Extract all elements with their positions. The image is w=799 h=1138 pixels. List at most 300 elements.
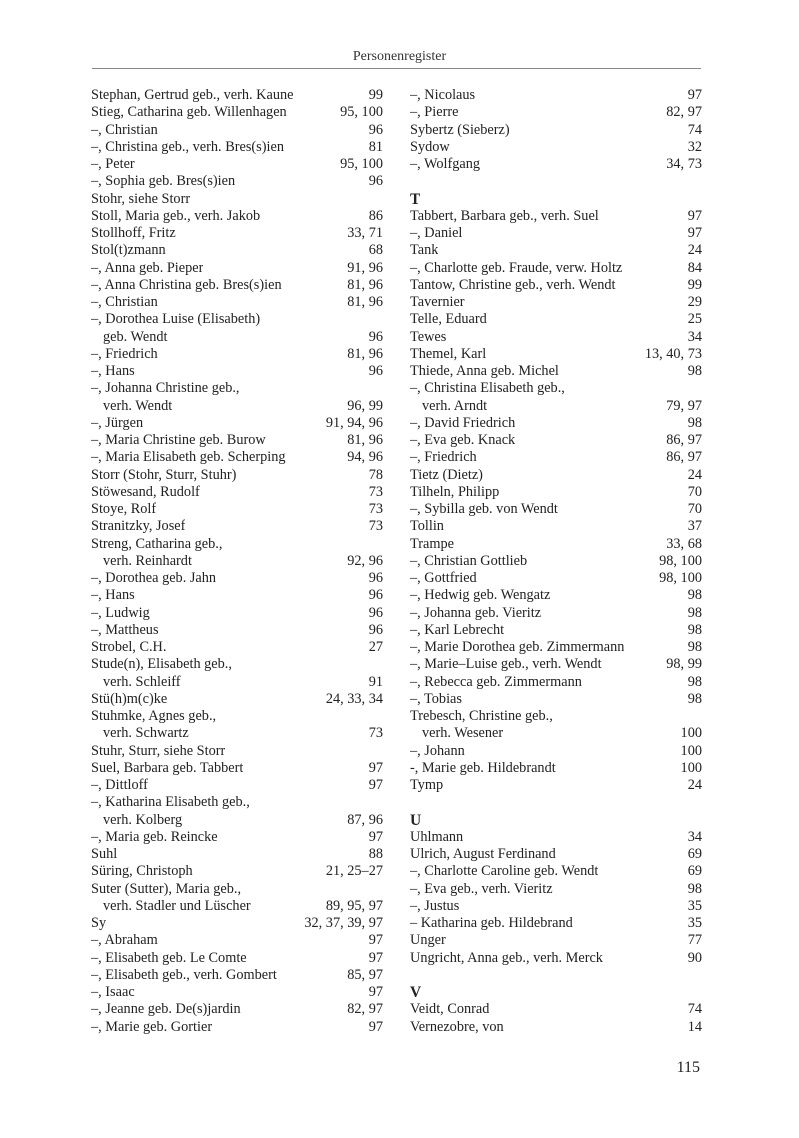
entry-pages: 91 bbox=[368, 673, 383, 690]
index-entry bbox=[91, 708, 383, 725]
entry-name: Suter (Sutter), Maria geb., bbox=[91, 880, 242, 897]
entry-pages: 100 bbox=[680, 742, 702, 759]
entry-pages: 32, 37, 39, 97 bbox=[304, 915, 383, 931]
entry-pages: 96 bbox=[368, 570, 383, 586]
entry-pages: 24 bbox=[687, 242, 702, 259]
index-entry bbox=[410, 674, 702, 691]
entry-name: –, Sybilla geb. von Wendt bbox=[410, 501, 558, 517]
entry-pages: 91, 94, 96 bbox=[325, 414, 383, 431]
entry-pages: 34 bbox=[687, 828, 702, 845]
entry-name: Veidt, Conrad bbox=[410, 1001, 490, 1018]
entry-name: – Katharina geb. Hildebrand bbox=[410, 915, 573, 931]
entry-pages bbox=[379, 708, 383, 725]
entry-pages: 90 bbox=[687, 949, 702, 966]
entry-pages: 78 bbox=[368, 466, 383, 483]
entry-name: Ungricht, Anna geb., verh. Merck bbox=[410, 949, 603, 966]
entry-pages: 97 bbox=[687, 225, 702, 241]
section-letter: V bbox=[410, 984, 422, 1001]
index-entry bbox=[410, 881, 702, 898]
index-entry bbox=[91, 812, 383, 829]
entry-name: –, Johanna Christine geb., bbox=[91, 380, 240, 397]
entry-pages: 21, 25–27 bbox=[325, 863, 383, 880]
index-entry bbox=[410, 329, 702, 346]
index-entry bbox=[410, 605, 702, 622]
entry-name: -, Marie geb. Hildebrandt bbox=[410, 759, 556, 776]
entry-pages: 74 bbox=[687, 121, 702, 138]
header-rule bbox=[92, 68, 701, 69]
entry-name: Stieg, Catharina geb. Willenhagen bbox=[91, 104, 287, 121]
entry-pages: 98 bbox=[687, 414, 702, 431]
entry-pages: 33, 71 bbox=[347, 225, 383, 241]
index-entry bbox=[410, 311, 702, 328]
entry-pages: 98, 100 bbox=[659, 552, 702, 569]
entry-name: Tank bbox=[410, 242, 439, 259]
entry-pages: 88 bbox=[368, 846, 383, 862]
entry-pages: 87, 96 bbox=[347, 811, 383, 828]
entry-name: –, Daniel bbox=[410, 225, 463, 241]
entry-pages: 74 bbox=[687, 1001, 702, 1018]
entry-pages: 81 bbox=[368, 138, 383, 155]
entry-pages: 13, 40, 73 bbox=[644, 345, 702, 362]
entry-pages: 24, 33, 34 bbox=[325, 690, 383, 707]
entry-pages: 35 bbox=[687, 897, 702, 914]
entry-pages: 81, 96 bbox=[347, 345, 383, 362]
entry-name: –, Rebecca geb. Zimmermann bbox=[410, 673, 582, 690]
index-entry bbox=[91, 743, 383, 760]
entry-name: –, Johanna geb. Vieritz bbox=[410, 604, 542, 621]
index-entry bbox=[410, 587, 702, 604]
entry-name: –, Christina geb., verh. Bres(s)ien bbox=[91, 138, 284, 155]
index-entry bbox=[91, 725, 383, 742]
index-entry bbox=[91, 794, 383, 811]
entry-pages: 70 bbox=[687, 501, 702, 517]
entry-pages: 37 bbox=[687, 518, 702, 535]
index-entry bbox=[410, 898, 702, 915]
index-entry bbox=[410, 915, 702, 932]
entry-pages: 86 bbox=[368, 207, 383, 224]
index-entry bbox=[410, 380, 702, 397]
index-entry bbox=[91, 294, 383, 311]
index-entry bbox=[91, 656, 383, 673]
entry-name: –, Maria Elisabeth geb. Scherping bbox=[91, 449, 286, 466]
entry-name: –, Dittloff bbox=[91, 777, 148, 793]
entry-name: –, Pierre bbox=[410, 104, 459, 121]
entry-pages: 81, 96 bbox=[347, 432, 383, 448]
entry-name: Vernezobre, von bbox=[410, 1018, 504, 1035]
entry-name: –, Nicolaus bbox=[410, 87, 476, 103]
entry-pages: 97 bbox=[368, 932, 383, 949]
index-entry bbox=[91, 674, 383, 691]
entry-name: –, Karl Lebrecht bbox=[410, 621, 505, 638]
index-entry bbox=[410, 467, 702, 484]
entry-pages bbox=[379, 311, 383, 328]
entry-pages: 98 bbox=[687, 587, 702, 604]
index-entry bbox=[410, 415, 702, 432]
section-letter-heading bbox=[410, 812, 702, 829]
index-entry bbox=[91, 277, 383, 294]
entry-pages: 32 bbox=[687, 138, 702, 155]
entry-name: –, Elisabeth geb., verh. Gombert bbox=[91, 966, 277, 983]
index-entry bbox=[91, 967, 383, 984]
entry-name: –, Johann bbox=[410, 742, 465, 759]
entry-pages: 24 bbox=[687, 466, 702, 483]
entry-name: –, Jeanne geb. De(s)jardin bbox=[91, 1001, 241, 1018]
entry-pages: 69 bbox=[687, 863, 702, 880]
entry-pages: 96 bbox=[368, 173, 383, 190]
entry-name: –, Friedrich bbox=[410, 449, 477, 466]
entry-name: –, Hedwig geb. Wengatz bbox=[410, 587, 551, 604]
index-entry bbox=[410, 449, 702, 466]
entry-pages: 96 bbox=[368, 363, 383, 379]
index-entry bbox=[410, 346, 702, 363]
entry-pages: 84 bbox=[687, 259, 702, 276]
entry-name: Tantow, Christine geb., verh. Wendt bbox=[410, 276, 616, 293]
entry-pages: 35 bbox=[687, 915, 702, 931]
index-entry bbox=[91, 225, 383, 242]
index-entry bbox=[91, 260, 383, 277]
entry-name: Strobel, C.H. bbox=[91, 639, 167, 655]
entry-pages: 97 bbox=[687, 87, 702, 103]
entry-name: Unger bbox=[410, 932, 446, 949]
entry-pages: 100 bbox=[680, 725, 702, 742]
entry-name: verh. Wendt bbox=[103, 397, 173, 414]
index-entry bbox=[410, 501, 702, 518]
entry-name: Tollin bbox=[410, 518, 444, 535]
index-entry bbox=[410, 242, 702, 259]
index-entry bbox=[410, 122, 702, 139]
entry-name: –, Elisabeth geb. Le Comte bbox=[91, 949, 247, 966]
entry-pages: 86, 97 bbox=[666, 449, 702, 466]
index-entry bbox=[91, 829, 383, 846]
entry-name: Telle, Eduard bbox=[410, 311, 487, 328]
index-entry bbox=[91, 915, 383, 932]
entry-pages: 98 bbox=[687, 690, 702, 707]
entry-name: Tilheln, Philipp bbox=[410, 483, 500, 500]
entry-pages: 89, 95, 97 bbox=[325, 897, 383, 914]
section-spacer bbox=[410, 967, 702, 984]
index-entry bbox=[410, 1001, 702, 1018]
entry-name: –, Christian bbox=[91, 294, 158, 310]
index-entry bbox=[410, 863, 702, 880]
index-entry bbox=[91, 173, 383, 190]
entry-pages bbox=[379, 536, 383, 553]
entry-name: –, Hans bbox=[91, 587, 135, 604]
section-letter: T bbox=[410, 190, 421, 208]
index-entry bbox=[91, 191, 383, 208]
index-entry bbox=[91, 881, 383, 898]
entry-name: –, Anna geb. Pieper bbox=[91, 259, 204, 276]
entry-pages: 95, 100 bbox=[340, 104, 383, 121]
entry-name: Ulrich, August Ferdinand bbox=[410, 846, 556, 862]
entry-name: Tietz (Dietz) bbox=[410, 466, 483, 483]
index-entry bbox=[91, 208, 383, 225]
entry-pages: 69 bbox=[687, 846, 702, 862]
entry-pages bbox=[379, 656, 383, 673]
entry-name: verh. Reinhardt bbox=[103, 552, 192, 569]
entry-name: –, Mattheus bbox=[91, 621, 159, 638]
entry-name: Stuhmke, Agnes geb., bbox=[91, 708, 217, 724]
entry-name: –, Anna Christina geb. Bres(s)ien bbox=[91, 276, 282, 293]
entry-name: Süring, Christoph bbox=[91, 863, 193, 880]
index-column-left bbox=[91, 87, 383, 1036]
entry-pages: 99 bbox=[368, 87, 383, 103]
index-entry bbox=[410, 139, 702, 156]
index-entry bbox=[91, 536, 383, 553]
entry-name: Suhl bbox=[91, 846, 118, 862]
entry-name: –, David Friedrich bbox=[410, 414, 516, 431]
index-entry bbox=[91, 329, 383, 346]
entry-pages: 98, 100 bbox=[659, 570, 702, 586]
index-entry bbox=[91, 639, 383, 656]
running-header: Personenregister bbox=[352, 49, 447, 64]
entry-name: Stephan, Gertrud geb., verh. Kaune bbox=[91, 87, 294, 103]
entry-name: Sybertz (Sieberz) bbox=[410, 121, 510, 138]
entry-name: verh. Schwartz bbox=[103, 725, 189, 742]
entry-name: –, Friedrich bbox=[91, 345, 158, 362]
index-entry bbox=[91, 104, 383, 121]
entry-pages bbox=[379, 191, 383, 208]
entry-pages: 82, 97 bbox=[666, 104, 702, 121]
entry-name: –, Christina Elisabeth geb., bbox=[410, 380, 565, 397]
index-entry bbox=[410, 432, 702, 449]
index-entry bbox=[410, 829, 702, 846]
index-column-right bbox=[410, 87, 702, 1036]
entry-name: Stoye, Rolf bbox=[91, 501, 157, 517]
entry-pages: 92, 96 bbox=[347, 552, 383, 569]
entry-pages bbox=[379, 881, 383, 898]
entry-pages: 96 bbox=[368, 587, 383, 604]
entry-name: –, Marie geb. Gortier bbox=[91, 1018, 213, 1035]
entry-pages bbox=[379, 743, 383, 760]
entry-name: verh. Arndt bbox=[422, 397, 488, 414]
entry-pages: 73 bbox=[368, 483, 383, 500]
index-entry bbox=[410, 570, 702, 587]
entry-name: Stohr, siehe Storr bbox=[91, 190, 191, 207]
entry-name: Sy bbox=[91, 915, 107, 931]
entry-name: –, Eva geb. Knack bbox=[410, 432, 516, 448]
index-entry bbox=[91, 380, 383, 397]
index-entry bbox=[410, 208, 702, 225]
entry-pages: 98 bbox=[687, 639, 702, 655]
entry-pages: 100 bbox=[680, 759, 702, 776]
entry-pages: 73 bbox=[368, 518, 383, 535]
index-entry bbox=[410, 225, 702, 242]
index-entry bbox=[410, 553, 702, 570]
entry-pages: 96 bbox=[368, 328, 383, 345]
entry-name: –, Marie Dorothea geb. Zimmermann bbox=[410, 639, 625, 655]
index-entry bbox=[410, 760, 702, 777]
entry-name: Stoll, Maria geb., verh. Jakob bbox=[91, 207, 261, 224]
section-letter-heading bbox=[410, 191, 702, 208]
index-entry bbox=[91, 622, 383, 639]
entry-name: verh. Kolberg bbox=[103, 811, 183, 828]
index-entry bbox=[91, 898, 383, 915]
entry-name: Stollhoff, Fritz bbox=[91, 225, 176, 241]
entry-pages bbox=[379, 794, 383, 811]
entry-pages: 99 bbox=[687, 276, 702, 293]
entry-pages: 70 bbox=[687, 483, 702, 500]
entry-name: geb. Wendt bbox=[103, 328, 168, 345]
index-entry bbox=[91, 432, 383, 449]
index-entry bbox=[410, 398, 702, 415]
entry-pages: 97 bbox=[368, 1018, 383, 1035]
section-letter-heading bbox=[410, 984, 702, 1001]
index-entry bbox=[410, 1019, 702, 1036]
index-entry bbox=[91, 122, 383, 139]
entry-name: –, Katharina Elisabeth geb., bbox=[91, 794, 250, 811]
index-entry bbox=[91, 87, 383, 104]
entry-name: Stude(n), Elisabeth geb., bbox=[91, 656, 232, 673]
entry-name: –, Eva geb., verh. Vieritz bbox=[410, 880, 553, 897]
section-spacer bbox=[410, 173, 702, 190]
entry-name: –, Christian Gottlieb bbox=[410, 552, 528, 569]
index-entry bbox=[410, 743, 702, 760]
entry-pages: 14 bbox=[687, 1018, 702, 1035]
index-entry bbox=[410, 260, 702, 277]
entry-pages: 98 bbox=[687, 604, 702, 621]
index-entry bbox=[91, 950, 383, 967]
entry-name: –, Tobias bbox=[410, 690, 462, 707]
entry-pages: 85, 97 bbox=[347, 966, 383, 983]
entry-name: Suel, Barbara geb. Tabbert bbox=[91, 759, 244, 776]
entry-pages: 94, 96 bbox=[347, 449, 383, 466]
entry-pages: 81, 96 bbox=[347, 276, 383, 293]
entry-name: Streng, Catharina geb., bbox=[91, 535, 223, 552]
entry-pages: 77 bbox=[687, 932, 702, 949]
entry-name: –, Abraham bbox=[91, 932, 158, 949]
index-entry bbox=[91, 398, 383, 415]
index-entry bbox=[91, 1001, 383, 1018]
entry-name: –, Maria Christine geb. Burow bbox=[91, 432, 266, 448]
entry-name: Uhlmann bbox=[410, 828, 464, 845]
index-entry bbox=[91, 156, 383, 173]
entry-pages: 25 bbox=[687, 311, 702, 328]
entry-pages: 98 bbox=[687, 673, 702, 690]
entry-pages: 34 bbox=[687, 328, 702, 345]
entry-name: –, Jürgen bbox=[91, 414, 144, 431]
entry-pages: 24 bbox=[687, 777, 702, 793]
entry-pages bbox=[698, 380, 702, 397]
section-letter: U bbox=[410, 811, 422, 829]
section-spacer bbox=[410, 794, 702, 811]
entry-pages: 29 bbox=[687, 294, 702, 310]
entry-pages: 96 bbox=[368, 604, 383, 621]
entry-pages: 96 bbox=[368, 121, 383, 138]
entry-pages: 73 bbox=[368, 501, 383, 517]
index-entry bbox=[91, 587, 383, 604]
entry-name: –, Charlotte Caroline geb. Wendt bbox=[410, 863, 599, 880]
index-entry bbox=[91, 139, 383, 156]
entry-pages: 68 bbox=[368, 242, 383, 259]
entry-name: –, Isaac bbox=[91, 984, 135, 1000]
entry-name: –, Charlotte geb. Fraude, verw. Holtz bbox=[410, 259, 623, 276]
entry-name: Tabbert, Barbara geb., verh. Suel bbox=[410, 207, 599, 224]
index-entry bbox=[91, 484, 383, 501]
entry-pages: 73 bbox=[368, 725, 383, 742]
entry-name: –, Dorothea geb. Jahn bbox=[91, 570, 217, 586]
entry-pages: 97 bbox=[368, 984, 383, 1000]
entry-name: Storr (Stohr, Sturr, Stuhr) bbox=[91, 466, 237, 483]
entry-name: verh. Wesener bbox=[422, 725, 504, 742]
page-number: 115 bbox=[676, 1059, 700, 1076]
entry-pages: 97 bbox=[368, 759, 383, 776]
entry-pages: 97 bbox=[368, 949, 383, 966]
entry-name: Stuhr, Sturr, siehe Storr bbox=[91, 742, 226, 759]
index-entry bbox=[410, 777, 702, 794]
entry-name: –, Christian bbox=[91, 121, 158, 138]
index-entry bbox=[410, 277, 702, 294]
entry-pages: 97 bbox=[687, 207, 702, 224]
index-entry bbox=[410, 950, 702, 967]
entry-pages: 34, 73 bbox=[666, 156, 702, 172]
index-entry bbox=[410, 846, 702, 863]
index-entry bbox=[410, 104, 702, 121]
index-entry bbox=[91, 863, 383, 880]
index-entry bbox=[410, 484, 702, 501]
entry-pages bbox=[379, 380, 383, 397]
entry-name: Stol(t)zmann bbox=[91, 242, 166, 259]
index-entry bbox=[410, 691, 702, 708]
entry-name: –, Marie–Luise geb., verh. Wendt bbox=[410, 656, 602, 673]
index-entry bbox=[91, 518, 383, 535]
index-entry bbox=[91, 363, 383, 380]
entry-name: Themel, Karl bbox=[410, 345, 487, 362]
entry-pages: 98 bbox=[687, 363, 702, 379]
entry-pages: 97 bbox=[368, 777, 383, 793]
entry-pages: 86, 97 bbox=[666, 432, 702, 448]
entry-pages: 27 bbox=[368, 639, 383, 655]
index-entry bbox=[91, 1019, 383, 1036]
entry-name: Stöwesand, Rudolf bbox=[91, 483, 200, 500]
entry-pages: 98, 99 bbox=[666, 656, 702, 673]
entry-name: –, Justus bbox=[410, 897, 460, 914]
entry-pages: 95, 100 bbox=[340, 156, 383, 172]
entry-pages bbox=[698, 708, 702, 725]
entry-name: –, Wolfgang bbox=[410, 156, 481, 172]
entry-pages: 96, 99 bbox=[347, 397, 383, 414]
entry-pages: 81, 96 bbox=[347, 294, 383, 310]
index-entry bbox=[410, 87, 702, 104]
entry-name: Trebesch, Christine geb., bbox=[410, 708, 553, 724]
index-entry bbox=[410, 294, 702, 311]
entry-pages: 82, 97 bbox=[347, 1001, 383, 1018]
entry-name: –, Sophia geb. Bres(s)ien bbox=[91, 173, 236, 190]
index-entry bbox=[91, 449, 383, 466]
index-entry bbox=[91, 311, 383, 328]
index-entry bbox=[410, 639, 702, 656]
entry-name: –, Maria geb. Reincke bbox=[91, 828, 218, 845]
index-entry bbox=[91, 242, 383, 259]
index-entry bbox=[91, 691, 383, 708]
index-entry bbox=[91, 553, 383, 570]
entry-name: Trampe bbox=[410, 535, 454, 552]
index-entry bbox=[410, 622, 702, 639]
entry-name: –, Dorothea Luise (Elisabeth) bbox=[91, 311, 261, 328]
index-entry bbox=[91, 605, 383, 622]
entry-name: Tymp bbox=[410, 777, 444, 793]
index-entry bbox=[410, 708, 702, 725]
entry-pages: 79, 97 bbox=[666, 397, 702, 414]
entry-name: Tewes bbox=[410, 328, 447, 345]
entry-name: –, Peter bbox=[91, 156, 135, 172]
index-entry bbox=[410, 363, 702, 380]
entry-name: –, Hans bbox=[91, 363, 135, 379]
index-entry bbox=[91, 570, 383, 587]
entry-name: Sydow bbox=[410, 138, 450, 155]
entry-name: Stranitzky, Josef bbox=[91, 518, 186, 535]
entry-name: verh. Schleiff bbox=[103, 673, 181, 690]
index-entry bbox=[91, 346, 383, 363]
